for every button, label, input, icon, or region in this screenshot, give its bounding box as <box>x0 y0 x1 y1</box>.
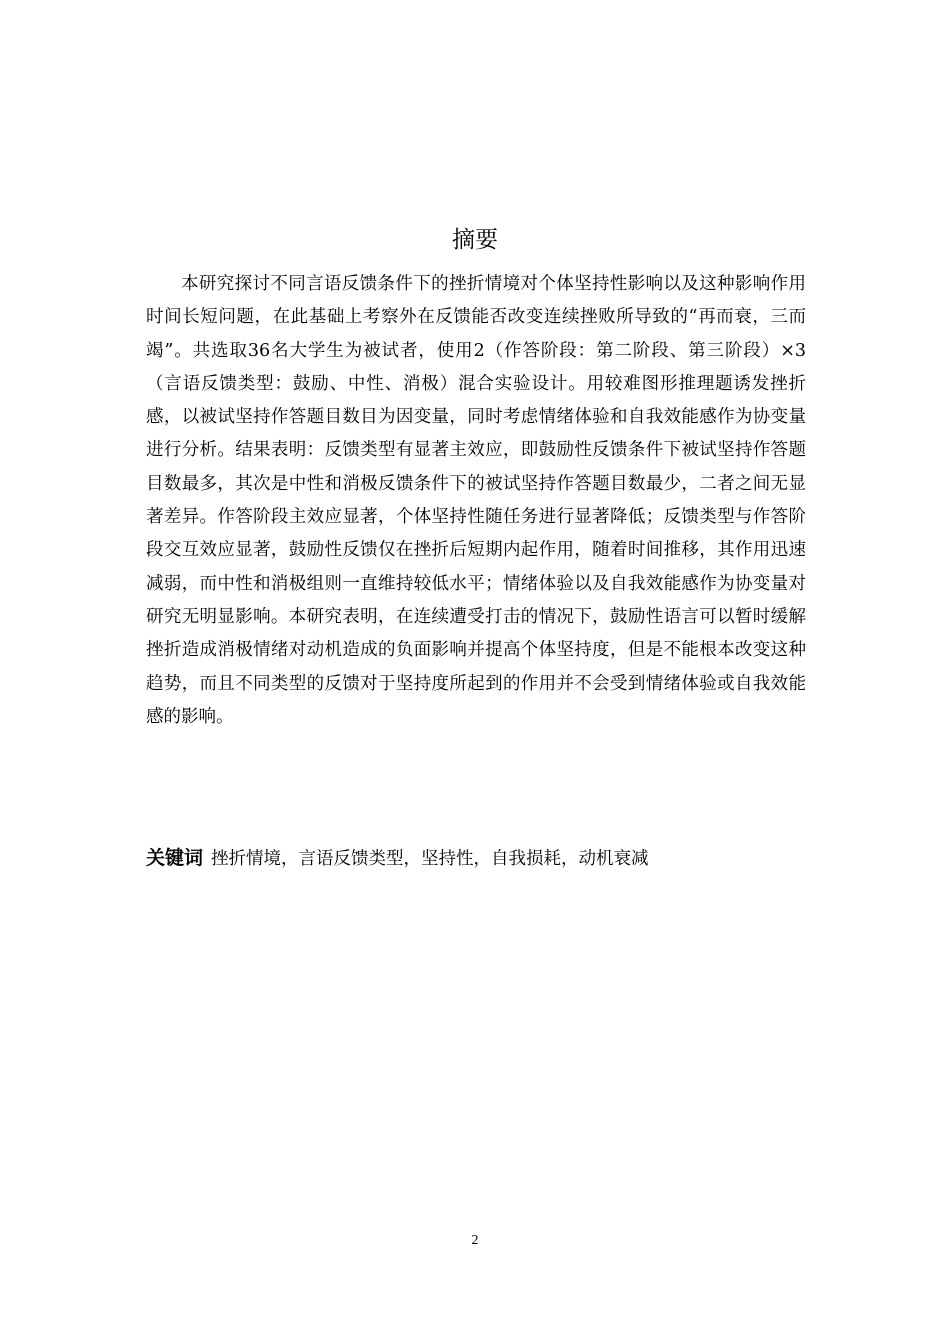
abstract-body: 本研究探讨不同言语反馈条件下的挫折情境对个体坚持性影响以及这种影响作用时间长短问题，在此基础上考察外在反馈能否改变连续挫败所导致的“再而衰，三而竭”。共选取36名大学生为被试者，使用2（作答阶段：第二阶段、第三阶段）×3（言语反馈类型：鼓励、中性、消极）混合实验设计。用较难图形推理题诱发挫折感，以被试坚持作答题目数目为因变量，同时考虑情绪体验和自我效能感作为协变量进行分析。结果表明：反馈类型有显著主效应，即鼓励性反馈条件下被试坚持作答题目数最多，其次是中性和消极反馈条件下的被试坚持作答题目数最少，二者之间无显著差异。作答阶段主效应显著，个体坚持性随任务进行显著降低；反馈类型与作答阶段交互效应显著，鼓励性反馈仅在挫折后短期内起作用，随着时间推移，其作用迅速减弱，而中性和消极组则一直维持较低水平；情绪体验以及自我效能感作为协变量对研究无明显影响。本研究表明，在连续遭受打击的情况下，鼓励性语言可以暂时缓解挫折造成消极情绪对动机造成的负面影响并提高个体坚持度，但是不能根本改变这种趋势，而且不同类型的反馈对于坚持度所起到的作用并不会受到情绪体验或自我效能感的影响。 <box>146 274 806 727</box>
page-number: 2 <box>471 1233 479 1248</box>
abstract-title: 摘要 <box>452 227 498 253</box>
keywords-line <box>146 842 806 875</box>
keywords-text: 挫折情境，言语反馈类型，坚持性，自我损耗，动机衰减 <box>211 849 649 869</box>
keywords-label: 关键词 <box>146 847 204 869</box>
